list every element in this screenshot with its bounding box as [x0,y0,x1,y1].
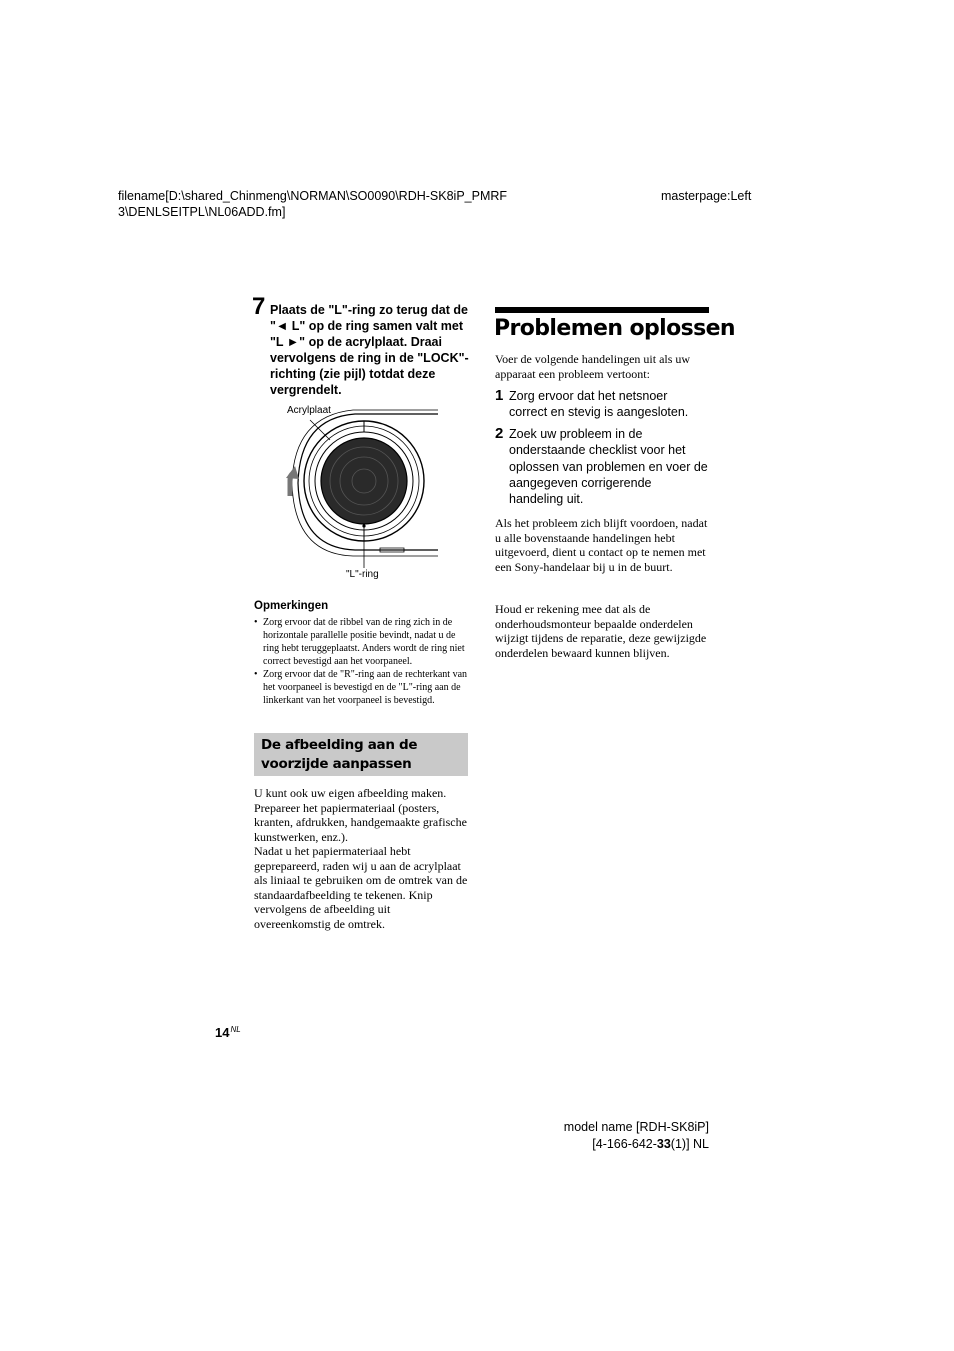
figure-label-l-ring: "L"-ring [346,569,379,580]
model-code-suffix: (1)] NL [670,1137,709,1151]
section-heading: De afbeelding aan de voorzijde aanpassen [261,737,418,772]
header-masterpage: masterpage:Left [661,189,752,203]
note-item: • Zorg ervoor dat de "R"-ring aan de rechterkant van het voorpaneel is bevestigd en de "L"-ring aan de linkerkant van het voorpaneel is bevestigd. [254,668,470,707]
model-code-prefix: [4-166-642- [592,1137,657,1151]
section-body: U kunt ook uw eigen afbeelding maken. Prepareer het papiermateriaal (posters, kranten, afdrukken, handgemaakte grafische kunstwerken, enz.). Nadat u het papiermateriaal hebt geprepareerd, raden wij u aan de acrylplaat als liniaal te gebruiken om de omtrek van de standaardafbeelding te tekenen. Knip vervolgens de afbeelding uit overeenkomstig de omtrek. [254,786,468,931]
paragraph-contact-dealer: Als het probleem zich blijft voordoen, nadat u alle bovenstaande handelingen hebt uitgevoerd, dient u contact op te nemen met een Sony-handelaar bij u in de buurt. [495,516,708,574]
note-item: • Zorg ervoor dat de ribbel van de ring zich in de horizontale parallelle positie bevindt, nadat u de ring hebt teruggeplaatst. Anders wordt de ring niet correct bevestigd aan het voorpaneel. [254,616,470,668]
notes-title: Opmerkingen [254,600,329,612]
page-number [215,1025,241,1040]
page-number-value: 14 [215,1025,230,1040]
step-2-text: Zoek uw probleem in de onderstaande checklist voor het oplossen van problemen en voer de aangegeven corrigerende handeling uit. [509,427,708,507]
intro-text: Voer de volgende handelingen uit als uw apparaat een probleem vertoont: [495,352,691,381]
notes-list [254,616,470,707]
page-title: Problemen oplossen [494,316,735,341]
model-name: model name [RDH-SK8iP] [563,1120,709,1134]
model-code-bold: 33 [656,1137,671,1151]
step-7-number: 7 [252,293,266,320]
ring-diagram [280,398,450,588]
step-7-text: Plaats de "L"-ring zo terug dat de "◄ L" op de ring samen valt met "L ►" op de acrylplaat. Draai vervolgens de ring in de "LOCK"-richting (zie pijl) totdat deze vergrendelt. [270,303,469,397]
paragraph-repair-parts: Houd er rekening mee dat als de onderhoudsmonteur bepaalde onderdelen wijzigt tijdens de reparatie, deze gewijzigde onderdelen bewaard kunnen blijven. [495,602,707,660]
title-rule [495,307,709,313]
header-filename: filename[D:\shared_Chinmeng\NORMAN\SO0090\RDH-SK8iP_PMRF 3\DENLSEITPL\NL06ADD.fm] [118,189,508,219]
page-number-suffix: NL [230,1025,241,1034]
model-code [540,1136,709,1153]
figure-label-acrylplaat: Acrylplaat [287,405,331,416]
step-1-text: Zorg ervoor dat het netsnoer correct en stevig is aangesloten. [509,389,689,420]
step-2-number: 2 [495,425,504,442]
step-1-number: 1 [495,387,504,404]
